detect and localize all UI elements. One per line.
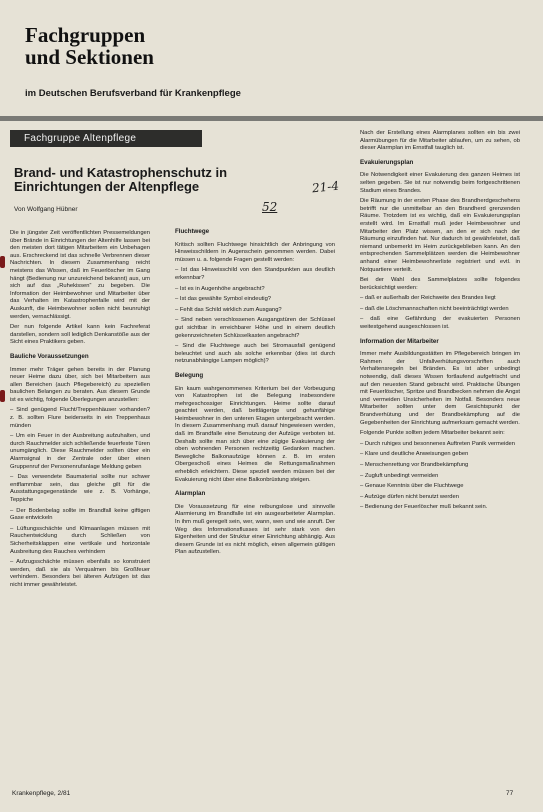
list-item: – Menschenrettung vor Brandbekämpfung bbox=[360, 461, 469, 468]
department-banner: Fachgruppe Altenpflege bbox=[10, 130, 202, 147]
list-item: – Fehlt das Schild wirklich zum Ausgang? bbox=[175, 306, 282, 313]
list-item: – Ist es in Augenhöhe angebracht? bbox=[175, 285, 265, 292]
paragraph: Immer mehr Träger gehen bereits in der Planung neuer Heime dazu über, sich bei Mitarbeitern aus allen Bereichen (auch Pflegebereich) zu speziellen baulichen Belangen zu beraten. Aus diesem Grunde ist es wichtig, folgende Überlegungen anzustellen: bbox=[10, 366, 150, 403]
text-column-3 bbox=[360, 130, 520, 780]
page-number: 77 bbox=[506, 790, 514, 797]
list-item: – Durch ruhiges und besonnenes Auftreten Panik vermeiden bbox=[360, 440, 516, 447]
list-item: – Genaue Kenntnis über die Fluchtwege bbox=[360, 483, 464, 490]
list-item: – Der Bodenbelag sollte im Brandfall keine giftigen Gase entwickeln bbox=[10, 507, 150, 522]
paragraph: Die Voraussetzung für eine reibungslose und sinnvolle Alarmierung im Brandfalle ist ein ausgearbeiteter Alarmplan. In ihm muß geregelt sein, wer, wann, wen und wie anruft. Der Weg des Informationsflusses ist sehr stark von den Eigenheiten und der Struktur einer Einrichtung abhängig. Aus diesem Grunde ist es nicht möglich, einen allgemein gültigen Plan aufzustellen. bbox=[175, 503, 335, 556]
paragraph: Kritisch sollten Fluchtwege hinsichtlich der Anbringung von Hinweisschildern in Augenschein genommen werden. Dabei müssen u. a. folgende Fragen gestellt werden: bbox=[175, 241, 335, 263]
list-item: – Zugluft unbedingt vermeiden bbox=[360, 472, 439, 479]
paragraph: Die Notwendigkeit einer Evakuierung des ganzen Heimes ist selten gegeben. Sie ist nur notwendig beim fortgeschrittenen Stadium eines Brandes. bbox=[360, 172, 520, 194]
list-item: – Ist das gewählte Symbol eindeutig? bbox=[175, 296, 272, 303]
section-heading: Alarmplan bbox=[175, 490, 206, 498]
list-item: – Sind genügend Flucht/Treppenhäuser vorhanden? z. B. sollten Flure beiderseits in ein Treppenhaus münden bbox=[10, 407, 150, 429]
section-heading: Evakuierungsplan bbox=[360, 158, 414, 166]
list-item: – Ist das Hinweisschild von den Standpunkten aus deutlich erkennbar? bbox=[175, 267, 335, 281]
list-item: – daß er außerhalb der Reichweite des Brandes liegt bbox=[360, 295, 496, 302]
list-item: – Lüftungsschächte und Klimaanlagen müssen mit Rauchentwicklung durch Schließen von Sicherheitsklappen eine vertikale und horizontale Ausbreitung des Rauches verhindern bbox=[10, 525, 150, 555]
section-heading: Information der Mitarbeiter bbox=[360, 337, 439, 345]
text-column-2 bbox=[175, 222, 335, 792]
page-title-line1: Fachgruppen bbox=[25, 23, 146, 47]
binder-mark bbox=[0, 390, 5, 402]
list-item: – Um ein Feuer in der Ausbreitung aufzuhalten, und durch Rauchmelder sich schließende feuerfeste Türen unumgänglich. Diese Rauchmelder sollten über ein Alarmsignal in der Zentrale oder über einen Gruppenruf der Personenrufanlage Meldung geben bbox=[10, 433, 150, 470]
paragraph: Immer mehr Ausbildungsstätten im Pflegebereich bringen im Rahmen der Unfallverhütungsvorschriften auch Verhaltensregeln bei Bränden. Es ist aber unbedingt notwendig, daß dieses Wissen fortlaufend aufgefrischt und auf den neuesten Stand gebracht wird. Praktische Übungen mit Feuerlöscher, Spritze und Brandbecken nehmen die Angst und vermeiden Unsicherheiten im Notfall. Besonders neue Mitarbeiter sollten unter dem Gesichtspunkt der Brandverhütung und der Brandbekämpfung auf die Gegebenheiten der Einrichtung aufmerksam gemacht werden. bbox=[360, 351, 520, 426]
paragraph: Nach der Erstellung eines Alarmplanes sollten ein bis zwei Alarmübungen für die Mitarbeiter ablaufen, um zu sehen, ob dieser Alarmplan im Ernstfall tauglich ist. bbox=[360, 130, 520, 152]
list-item: – Das verwendete Baumaterial sollte nur schwer entflammbar sein, das gleiche gilt für die Ausstattungsgegenstände wie z. B. Vorhänge, Teppiche bbox=[10, 474, 150, 503]
list-item: – Aufzüge dürfen nicht benutzt werden bbox=[360, 493, 459, 500]
paragraph: Folgende Punkte sollten jedem Mitarbeiter bekannt sein: bbox=[360, 430, 505, 437]
list-item: – Klare und deutliche Anweisungen geben bbox=[360, 451, 469, 458]
paragraph: Ein kaum wahrgenommenes Kriterium bei der Vorbeugung von Katastrophen ist die Belegung insbesondere mehrgeschossiger Einrichtungen. Heime sollte darauf geachtet werden, daß bettlägerige und gehunfähige Heimbewohner in den unteren Etagen untergebracht werden. In diesem Zusammenhang muß darauf hingewiesen werden, daß im Brandfalle eine Benutzung der Aufzüge verboten ist. Deshalb sollte man sich über eine zügige Evakuierung der oben wohnenden Personen rechtzeitig Gedanken machen. Bewegliche Balkonaufzüge können z. B. im ersten Obergeschoß eines Heimes die Rettungsmaßnahmen erheblich erleichtern. Diese speziell werden müssen bei der Evakuierung nicht über eine Balkonbrüstung steigen. bbox=[175, 385, 335, 483]
page-title-line2: und Sektionen bbox=[25, 45, 154, 69]
article-title: Brand- und Katastrophenschutz in Einrichtungen der Altenpflege bbox=[14, 165, 228, 194]
header-rule bbox=[0, 116, 543, 121]
list-item: – Aufzugsschächte müssen ebenfalls so konstruiert werden, daß sie als Verqualmen bis Großfeuer verhindern. Besonders bei älteren Aufzügen ist das nicht immer gewährleistet. bbox=[10, 559, 150, 588]
paragraph: Die Räumung in der ersten Phase des Brandherdgeschehens betrifft nur die unmittelbar an den Brandherd grenzenden Räume. Trotzdem ist es wichtig, daß ein Evakuierungsplan erstellt wird. Im Ernstfall muß jeder Heimbewohner und Mitarbeiter den Platz wissen, an den er sich nach der Räumung einzufinden hat. Nur dadurch ist gewährleistet, daß niemand unbemerkt im Heim zurückgeblieben kann. An den entsprechenden Sammelplätzen werden die Heimbewohner anhand einer Heimbewohnerliste registriert und evtl. in Notquartiere verteilt. bbox=[360, 198, 520, 273]
paragraph: Der nun folgende Artikel kann kein Fachreferat darstellen, sondern soll lediglich Denkanstöße aus der Sicht eines Praktikers geben. bbox=[10, 324, 150, 346]
text-column-1 bbox=[10, 230, 150, 770]
list-item: – daß eine Gefährdung der evakuierten Personen weitestgehend ausgeschlossen ist. bbox=[360, 316, 520, 331]
list-item: – daß die Löschmannschaften nicht beeinträchtigt werden bbox=[360, 305, 509, 312]
section-heading: Bauliche Voraussetzungen bbox=[10, 352, 89, 360]
list-item: – Sind die Fluchtwege auch bei Stromausfall genügend beleuchtet und auch als solche erkennbar (dies ist durch netzunabhängige Lampen möglich)? bbox=[175, 343, 335, 365]
handwritten-annotation: 21-4 bbox=[311, 178, 340, 196]
section-heading: Belegung bbox=[175, 371, 204, 379]
handwritten-annotation-underlined: 52 bbox=[262, 200, 278, 214]
list-item: – Bedienung der Feuerlöscher muß bekannt sein. bbox=[360, 504, 488, 511]
footer-publication: Krankenpflege, 2/81 bbox=[12, 790, 71, 797]
paragraph: Die in jüngster Zeit veröffentlichten Pressemeldungen über Brände in Einrichtungen der Altenhilfe lassen bei den meisten dort tätigen Mitarbeitern ein Unbehagen aus. Erschreckend ist das schnelle Verbrennen dieser Nachrichten. In diesem Zusammenhang reicht meistens das Wissen, daß im Feuerlöscher im Gang hängt (Bedienung nur unzureichend bekannt) aus, um sich auf das „Ruhekissen“ zu begeben. Die Information der Heimbewohner und Mitarbeiter über das Verhalten im Katastrophenfalle wird mit der Auskunft, die Heimbewohner sollen nicht beunruhigt werden, vernachlässigt. bbox=[10, 230, 150, 320]
binder-mark bbox=[0, 256, 5, 268]
page-subtitle: im Deutschen Berufsverband für Krankenpflege bbox=[25, 88, 241, 99]
list-item: – Sind neben verschlossenen Ausgangstüren der Schlüssel gut sichtbar in erreichbarer Höhe und in einem deutlich gekennzeichneten Schlüsselkasten angebracht? bbox=[175, 317, 335, 339]
section-heading: Fluchtwege bbox=[175, 228, 210, 235]
article-byline: Von Wolfgang Hübner bbox=[14, 206, 78, 213]
paragraph: Bei der Wahl des Sammelplatzes sollte folgendes berücksichtigt werden: bbox=[360, 277, 520, 291]
